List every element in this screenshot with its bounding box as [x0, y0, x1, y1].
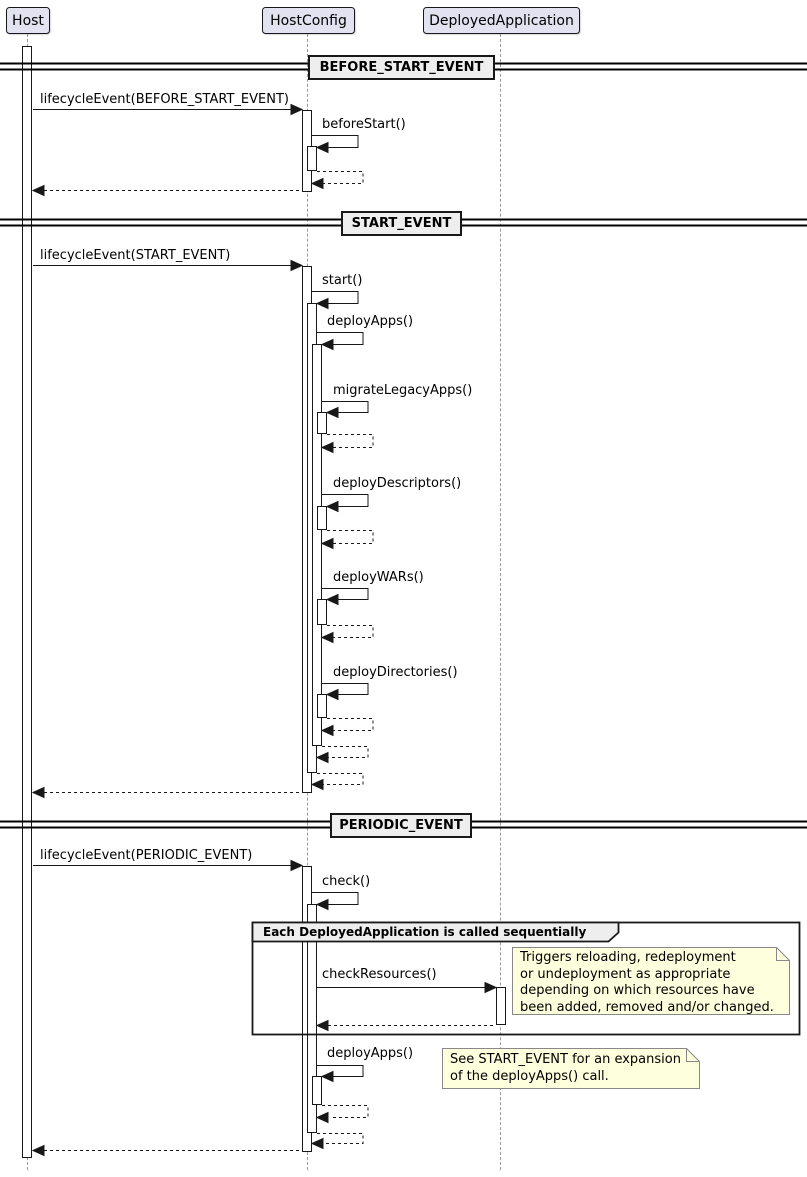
message-deployapps-periodic: deployApps() — [327, 1046, 414, 1061]
self-call-deploydescriptors — [322, 495, 368, 512]
message-deploydescriptors: deployDescriptors() — [333, 476, 462, 491]
self-return-beforestart — [312, 172, 363, 189]
self-call-start — [312, 292, 358, 309]
self-call-deploydirectories — [322, 684, 368, 700]
participant-host-label: Host — [12, 12, 44, 29]
participant-deployedapplication — [423, 7, 580, 34]
message-deploydirectories: deployDirectories() — [333, 665, 458, 680]
note-line: See START_EVENT for an expansion — [450, 1052, 681, 1067]
participant-deployedapplication-label: DeployedApplication — [429, 12, 574, 29]
self-return-deployapps-periodic — [317, 1106, 368, 1123]
return-start-to-host — [33, 788, 302, 798]
message-migratelegacyapps: migrateLegacyApps() — [333, 383, 473, 398]
note-line: Triggers reloading, redeployment — [520, 950, 736, 965]
self-call-check — [312, 893, 358, 910]
self-call-deployapps — [317, 333, 363, 350]
note-line: or undeployment as appropriate — [520, 966, 731, 982]
message-lifecycleevent-before-start: lifecycleEvent(BEFORE_START_EVENT) — [40, 92, 289, 107]
self-call-deploywars — [322, 589, 368, 605]
participant-hostconfig-label: HostConfig — [270, 12, 347, 29]
self-return-deploywars — [322, 626, 373, 643]
self-call-deployapps-periodic — [317, 1066, 363, 1082]
group-label: Each DeployedApplication is called sequentially — [263, 925, 587, 939]
divider-start-event — [341, 211, 462, 236]
self-return-deployapps — [317, 747, 368, 763]
note-check-resources-text — [520, 950, 786, 1016]
divider-start-event-label: START_EVENT — [351, 216, 452, 231]
message-deploywars: deployWARs() — [333, 570, 424, 585]
message-start: start() — [322, 273, 363, 288]
self-return-check — [312, 1134, 363, 1149]
return-periodic-to-host — [33, 1146, 302, 1156]
divider-periodic-event — [330, 813, 472, 838]
self-call-beforestart — [312, 136, 358, 153]
participant-hostconfig — [262, 7, 355, 34]
message-deployapps: deployApps() — [327, 314, 414, 329]
return-before-start-to-host — [33, 186, 302, 196]
self-return-start — [312, 774, 363, 790]
note-deploy-apps-text — [450, 1052, 698, 1085]
note-line: of the deployApps() call. — [450, 1068, 609, 1084]
self-call-migratelegacyapps — [322, 402, 368, 418]
arrow-checkresources — [317, 983, 496, 993]
message-lifecycleevent-start: lifecycleEvent(START_EVENT) — [40, 248, 231, 263]
message-check: check() — [322, 874, 371, 889]
return-arrows — [33, 172, 496, 1156]
divider-before-start-event — [308, 55, 495, 80]
self-return-deploydirectories — [322, 719, 373, 736]
note-line: been added, removed and/or changed. — [520, 999, 774, 1015]
note-line: depending on which resources have — [520, 983, 755, 998]
message-beforestart: beforeStart() — [322, 117, 406, 132]
message-lifecycleevent-periodic: lifecycleEvent(PERIODIC_EVENT) — [40, 848, 253, 863]
message-checkresources: checkResources() — [322, 967, 437, 982]
participant-host — [6, 7, 50, 34]
divider-before-start-event-label: BEFORE_START_EVENT — [319, 60, 484, 75]
self-return-migratelegacyapps — [322, 435, 373, 453]
divider-lines — [0, 64, 807, 828]
return-checkresources — [317, 1021, 496, 1031]
self-return-deploydescriptors — [322, 531, 373, 549]
divider-periodic-event-label: PERIODIC_EVENT — [339, 818, 463, 833]
